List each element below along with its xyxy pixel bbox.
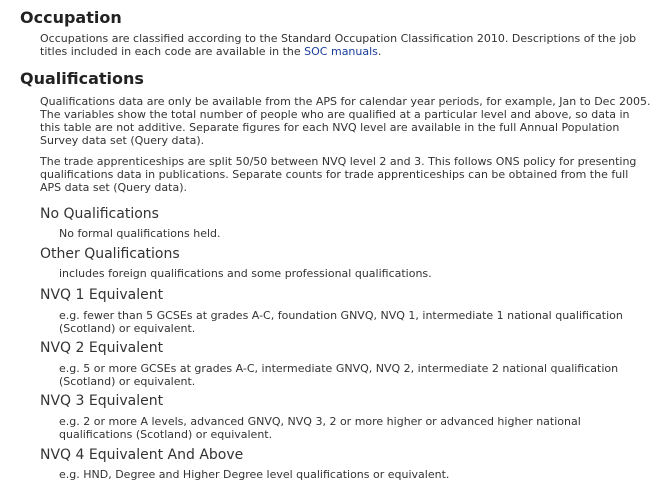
term-nvq1: NVQ 1 Equivalent: [40, 287, 164, 303]
occupation-text: Occupations are classified according to the Standard Occupation Classification 2010. Descriptions of the job titles included in each code are available in the: [40, 32, 637, 58]
soc-manuals-link[interactable]: SOC manuals: [304, 45, 378, 58]
term-nvq3: NVQ 3 Equivalent: [40, 393, 164, 409]
occupation-text-end: .: [377, 45, 382, 58]
description-no-qualifications: No formal qualifications held.: [59, 227, 221, 240]
description-other-qualifications: includes foreign qualifications and some professional qualifications.: [59, 267, 432, 280]
qualifications-paragraph-1: Qualifications data are only be available from the APS for calendar year periods, for example, Jan to Dec 2005. The variables show the total number of people who are qualified at a particular level and above, so data in this table are not additive. Separate figures for each NVQ level are available in the full Annual Population Survey data set (Query data).: [40, 95, 651, 147]
description-nvq1: e.g. fewer than 5 GCSEs at grades A-C, foundation GNVQ, NVQ 1, intermediate 1 national qualification (Scotland) or equivalent.: [59, 309, 623, 335]
term-other-qualifications: Other Qualifications: [40, 246, 180, 262]
occupation-description: [40, 32, 652, 58]
description-nvq4: e.g. HND, Degree and Higher Degree level qualifications or equivalent.: [59, 468, 450, 481]
term-no-qualifications: No Qualifications: [40, 206, 159, 222]
qualifications-heading: Qualifications: [20, 69, 144, 88]
description-nvq3: e.g. 2 or more A levels, advanced GNVQ, NVQ 3, 2 or more higher or advanced higher national qualifications (Scotland) or equivalent.: [59, 415, 581, 441]
occupation-heading: Occupation: [20, 8, 122, 27]
qualifications-paragraph-2: The trade apprenticeships are split 50/50 between NVQ level 2 and 3. This follows ONS policy for presenting qualifications data in publications. Separate counts for trade apprenticeships can be obtained from the full APS data set (Query data).: [40, 155, 637, 194]
term-nvq2: NVQ 2 Equivalent: [40, 340, 164, 356]
description-nvq2: e.g. 5 or more GCSEs at grades A-C, intermediate GNVQ, NVQ 2, intermediate 2 national qualification (Scotland) or equivalent.: [59, 362, 619, 388]
term-nvq4: NVQ 4 Equivalent And Above: [40, 447, 244, 463]
